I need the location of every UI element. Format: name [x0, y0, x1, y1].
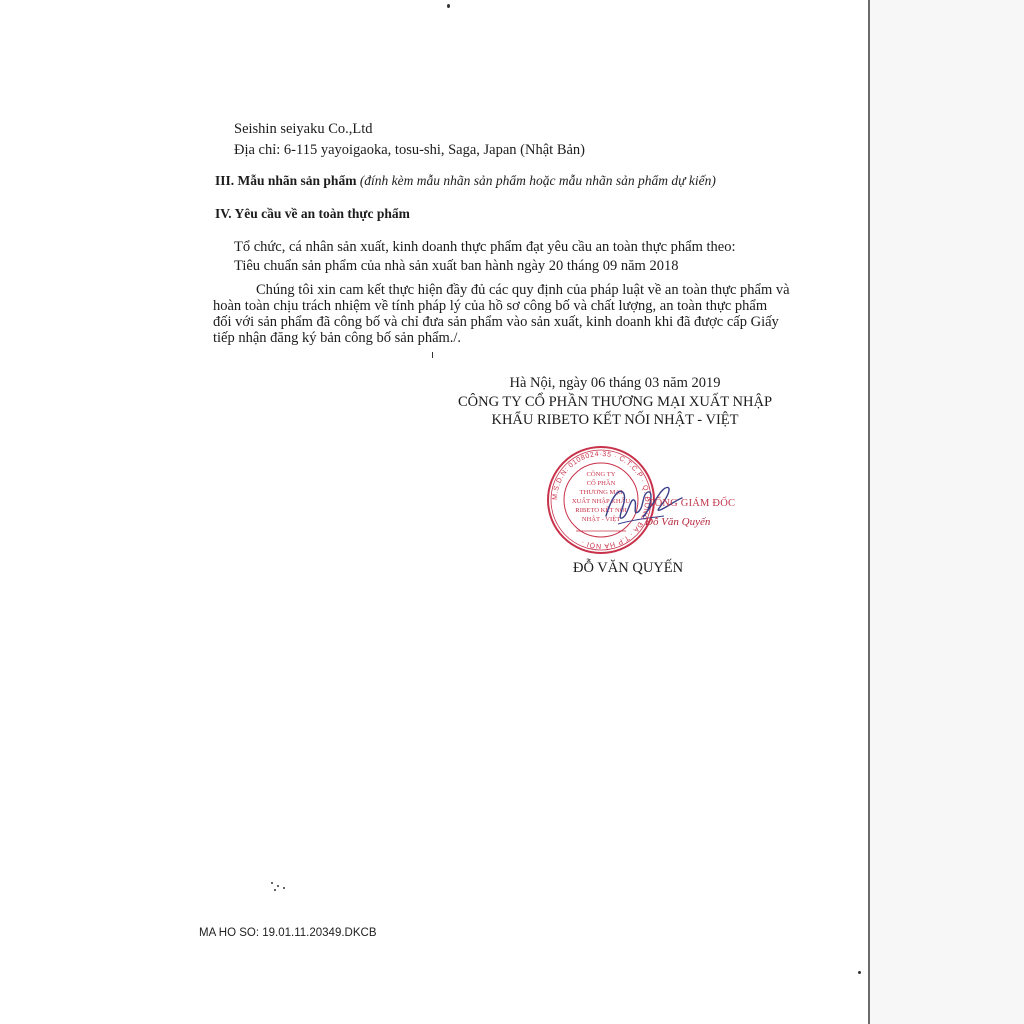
- seal-line-4: XUẤT NHẬP KHẨU: [571, 498, 631, 505]
- signer-name-stamp: Đỗ Văn Quyến: [645, 516, 711, 528]
- scan-speck: [271, 882, 273, 884]
- section-4-line-1: Tổ chức, cá nhân sản xuất, kinh doanh thực phẩm đạt yêu cầu an toàn thực phẩm theo:: [234, 239, 736, 255]
- section-3-title: III. Mẫu nhãn sản phẩm: [215, 173, 357, 188]
- scan-margin: [870, 0, 1024, 1024]
- section-4-line-2: Tiêu chuẩn sản phẩm của nhà sản xuất ban hành ngày 20 tháng 09 năm 2018: [234, 258, 679, 274]
- company-name-line-1: CÔNG TY CỔ PHẦN THƯƠNG MẠI XUẤT NHẬP: [457, 394, 773, 410]
- section-4-title: IV. Yêu cầu về an toàn thực phẩm: [215, 206, 410, 221]
- commitment-line-1: Chúng tôi xin cam kết thực hiện đầy đủ các quy định của pháp luật về an toàn thực phẩm và: [256, 282, 790, 298]
- commitment-paragraph: [213, 282, 790, 346]
- commitment-line-2: hoàn toàn chịu trách nhiệm về tính pháp lý của hồ sơ công bố và chất lượng, an toàn thực phẩm: [213, 298, 768, 314]
- seal-line-6: NHẬT - VIỆT: [581, 516, 621, 523]
- signer-name: ĐỖ VĂN QUYẾN: [573, 560, 684, 576]
- scan-speck: [274, 889, 276, 891]
- seal-ring-text: M.S.D.N: 0108024·35 · C.T.C.P · Q. ĐỐNG ĐA · T.P HÀ NỘI ·: [551, 450, 651, 550]
- manufacturer-name: Seishin seiyaku Co.,Ltd: [234, 121, 373, 137]
- scan-speck: [432, 352, 433, 358]
- scan-speck: [283, 887, 285, 889]
- commitment-line-4: tiếp nhận đăng ký bản công bố sản phẩm./.: [213, 330, 462, 346]
- place-date: Hà Nội, ngày 06 tháng 03 năm 2019: [509, 375, 721, 391]
- page-edge: [868, 0, 870, 1024]
- scan-speck: [447, 4, 450, 8]
- file-code: MA HO SO: 19.01.11.20349.DKCB: [199, 927, 377, 939]
- seal-line-5: RIBETO KẾT NỐI: [575, 507, 627, 514]
- manufacturer-address: Địa chỉ: 6-115 yayoigaoka, tosu-shi, Saga, Japan (Nhật Bản): [234, 142, 586, 158]
- commitment-line-3: đối với sản phẩm đã công bố và chỉ đưa sản phẩm vào sản xuất, kinh doanh khi đã được cấp Giấy: [213, 314, 779, 330]
- seal-line-1: CÔNG TY: [586, 471, 616, 478]
- signer-title: TỔNG GIÁM ĐỐC: [648, 498, 736, 509]
- section-3-note: (đính kèm mẫu nhãn sản phẩm hoặc mẫu nhãn sản phẩm dự kiến): [359, 173, 716, 188]
- scan-speck: [277, 885, 279, 887]
- company-name-line-2: KHẨU RIBETO KẾT NỐI NHẬT - VIỆT: [491, 412, 739, 428]
- scan-speck: [858, 971, 861, 974]
- section-3-heading: [215, 172, 716, 189]
- seal-line-3: THƯƠNG MẠI: [579, 489, 623, 496]
- seal-line-2: CỔ PHẦN: [586, 480, 616, 487]
